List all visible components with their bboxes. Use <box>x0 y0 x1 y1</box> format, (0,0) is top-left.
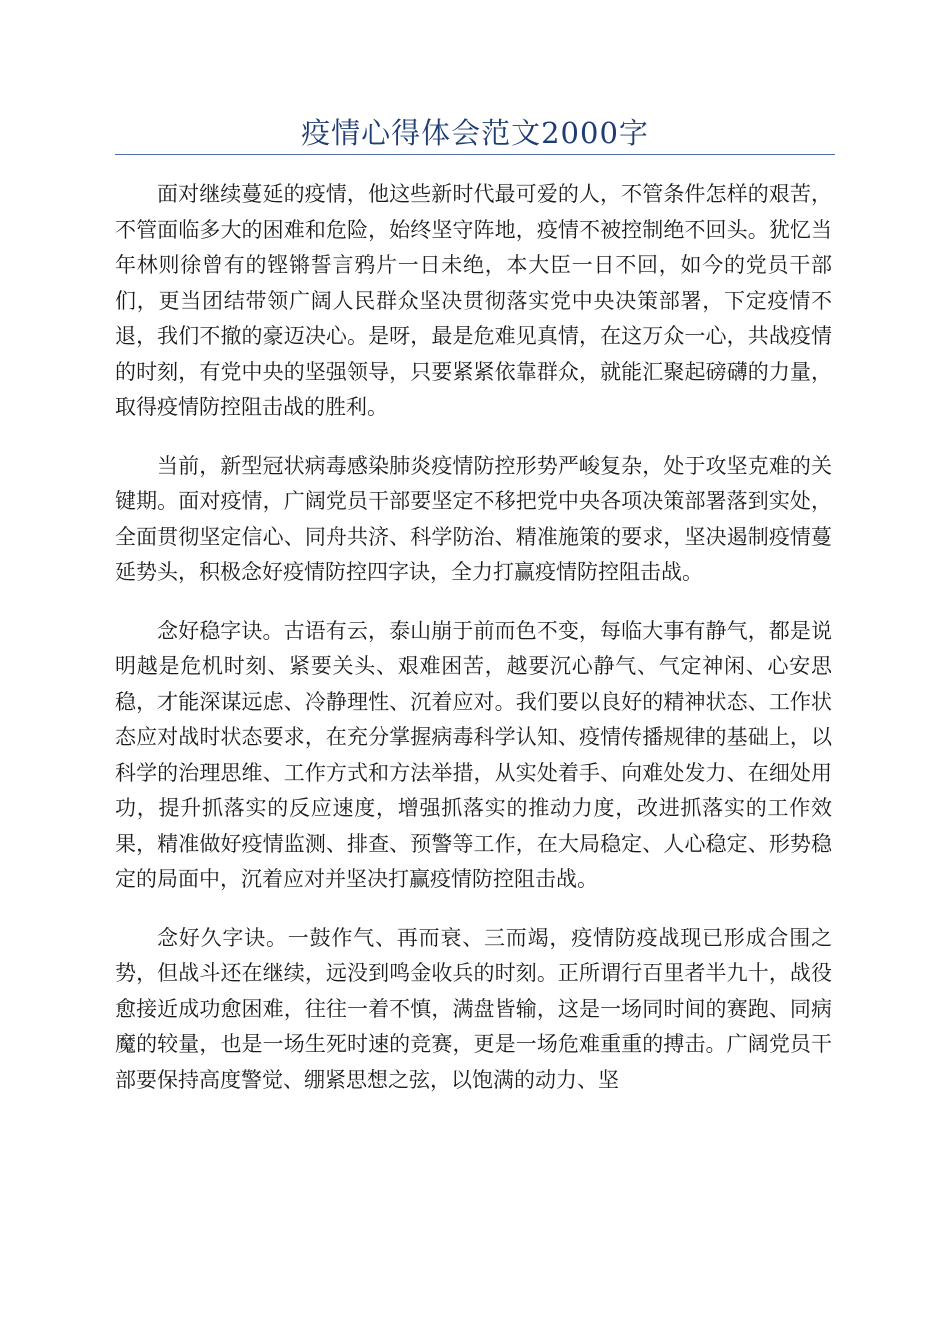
document-body <box>115 177 832 1121</box>
title-underline <box>115 154 835 155</box>
document-title: 疫情心得体会范文2000字 <box>301 116 649 150</box>
paragraph: 念好久字诀。一鼓作气、再而衰、三而竭，疫情防疫战现已形成合围之势，但战斗还在继续，远没到鸣金收兵的时刻。正所谓行百里者半九十，战役愈接近成功愈困难，往往一着不慎，满盘皆输，这是一场同时间的赛跑、同病魔的较量，也是一场生死时速的竞赛，更是一场危难重重的搏击。广阔党员干部要保持高度警觉、绷紧思想之弦，以饱满的动力、坚 <box>115 925 832 1092</box>
paragraph: 面对继续蔓延的疫情，他这些新时代最可爱的人，不管条件怎样的艰苦，不管面临多大的困难和危险，始终坚守阵地，疫情不被控制绝不回头。犹忆当年林则徐曾有的铿锵誓言鸦片一日未绝，本大臣一日不回，如今的党员干部们，更当团结带领广阔人民群众坚决贯彻落实党中央决策部署，下定疫情不退，我们不撤的豪迈决心。是呀，最是危难见真情，在这万众一心，共战疫情的时刻，有党中央的坚强领导，只要紧紧依靠群众，就能汇聚起磅礴的力量，取得疫情防控阻击战的胜利。 <box>115 182 832 419</box>
paragraph: 当前，新型冠状病毒感染肺炎疫情防控形势严峻复杂，处于攻坚克难的关键期。面对疫情，广阔党员干部要坚定不移把党中央各项决策部署落到实处，全面贯彻坚定信心、同舟共济、科学防治、精准施策的要求，坚决遏制疫情蔓延势头，积极念好疫情防控四字诀，全力打赢疫情防控阻击战。 <box>115 453 832 584</box>
paragraph: 念好稳字诀。古语有云，泰山崩于前而色不变，每临大事有静气，都是说明越是危机时刻、紧要关头、艰难困苦，越要沉心静气、气定神闲、心安思稳，才能深谋远虑、冷静理性、沉着应对。我们要以良好的精神状态、工作状态应对战时状态要求，在充分掌握病毒科学认知、疫情传播规律的基础上，以科学的治理思维、工作方式和方法举措，从实处着手、向难处发力、在细处用功，提升抓落实的反应速度，增强抓落实的推动力度，改进抓落实的工作效果，精准做好疫情监测、排查、预警等工作，在大局稳定、人心稳定、形势稳定的局面中，沉着应对并坚决打赢疫情防控阻击战。 <box>115 618 832 891</box>
